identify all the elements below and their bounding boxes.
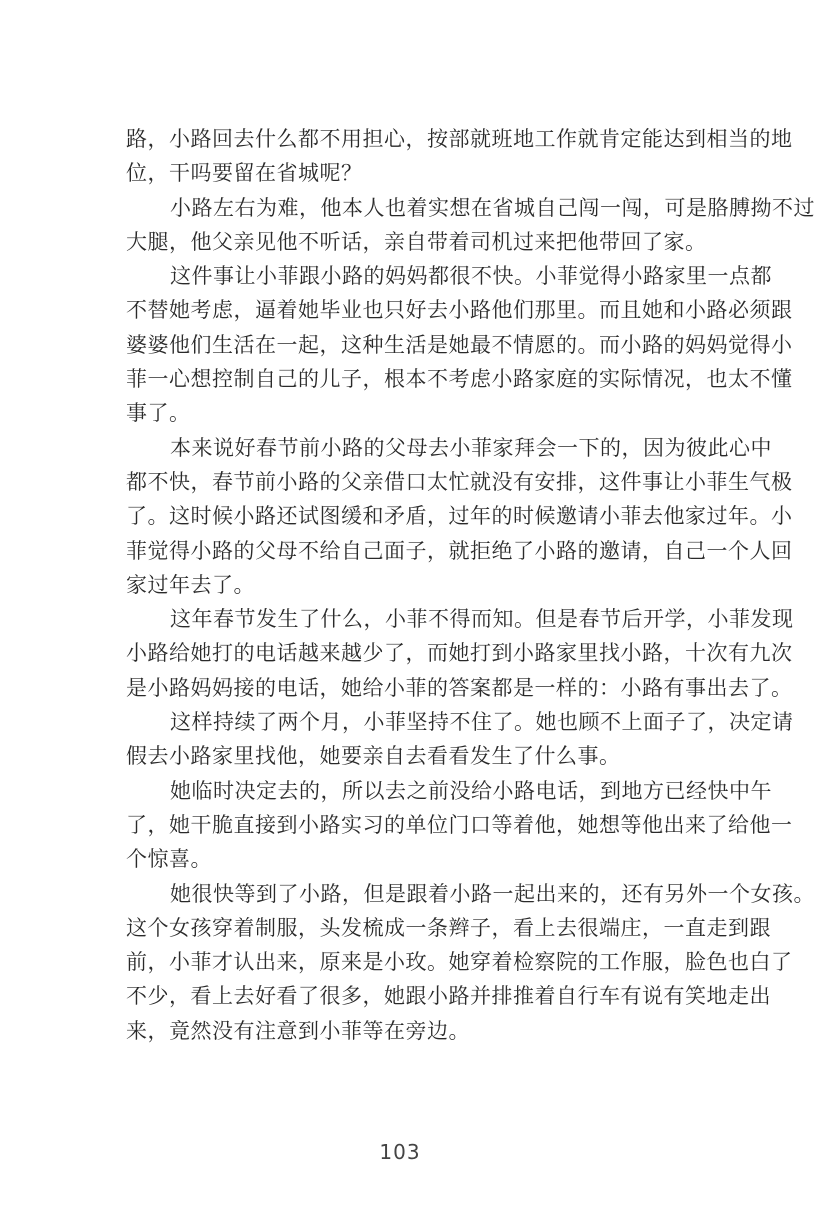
text-line: 都不快，春节前小路的父亲借口太忙就没有安排，这件事让小菲生气极 [126, 469, 793, 494]
text-line: 这年春节发生了什么，小菲不得而知。但是春节后开学，小菲发现 [170, 607, 794, 632]
text-line: 她临时决定去的，所以去之前没给小路电话，到地方已经快中午 [170, 778, 772, 803]
text-line: 位，干吗要留在省城呢？ [126, 161, 363, 186]
text-line: 了，她干脆直接到小路实习的单位门口等着他，她想等他出来了给他一 [126, 812, 793, 837]
text-line: 婆婆他们生活在一起，这种生活是她最不情愿的。而小路的妈妈觉得小 [126, 332, 793, 357]
text-line: 小路左右为难，他本人也着实想在省城自己闯一闯，可是胳膊拗不过 [170, 195, 815, 220]
text-line: 菲一心想控制自己的儿子，根本不考虑小路家庭的实际情况，也太不懂 [126, 367, 793, 392]
text-line: 不少，看上去好看了很多，她跟小路并排推着自行车有说有笑地走出 [126, 984, 771, 1009]
text-line: 是小路妈妈接的电话，她给小菲的答案都是一样的：小路有事出去了。 [126, 675, 793, 700]
text-line: 个惊喜。 [126, 847, 212, 872]
text-line: 路，小路回去什么都不用担心，按部就班地工作就肯定能达到相当的地 [126, 127, 793, 151]
book-page-text [126, 122, 815, 1048]
text-line: 大腿，他父亲见他不听话，亲自带着司机过来把他带回了家。 [126, 229, 707, 254]
text-line: 事了。 [126, 401, 191, 426]
text-line: 小路给她打的电话越来越少了，而她打到小路家里找小路，十次有九次 [126, 641, 793, 666]
text-line: 前，小菲才认出来，原来是小玫。她穿着检察院的工作服，脸色也白了 [126, 950, 793, 975]
text-line: 了。这时候小路还试图缓和矛盾，过年的时候邀请小菲去他家过年。小 [126, 504, 793, 529]
text-line: 她很快等到了小路，但是跟着小路一起出来的，还有另外一个女孩。 [170, 881, 815, 906]
text-line: 本来说好春节前小路的父母去小菲家拜会一下的，因为彼此心中 [170, 435, 772, 460]
text-line: 菲觉得小路的父母不给自己面子，就拒绝了小路的邀请，自己一个人回 [126, 538, 793, 563]
text-line: 这个女孩穿着制服，头发梳成一条辫子，看上去很端庄，一直走到跟 [126, 915, 771, 940]
text-line: 这样持续了两个月，小菲坚持不住了。她也顾不上面子了，决定请 [170, 710, 794, 735]
text-line: 不替她考虑，逼着她毕业也只好去小路他们那里。而且她和小路必须跟 [126, 298, 793, 323]
text-line: 这件事让小菲跟小路的妈妈都很不快。小菲觉得小路家里一点都 [170, 264, 772, 289]
page-number: 103 [379, 1140, 421, 1164]
text-line: 家过年去了。 [126, 572, 255, 597]
text-line: 假去小路家里找他，她要亲自去看看发生了什么事。 [126, 744, 621, 769]
text-line: 来，竟然没有注意到小菲等在旁边。 [126, 1018, 470, 1043]
